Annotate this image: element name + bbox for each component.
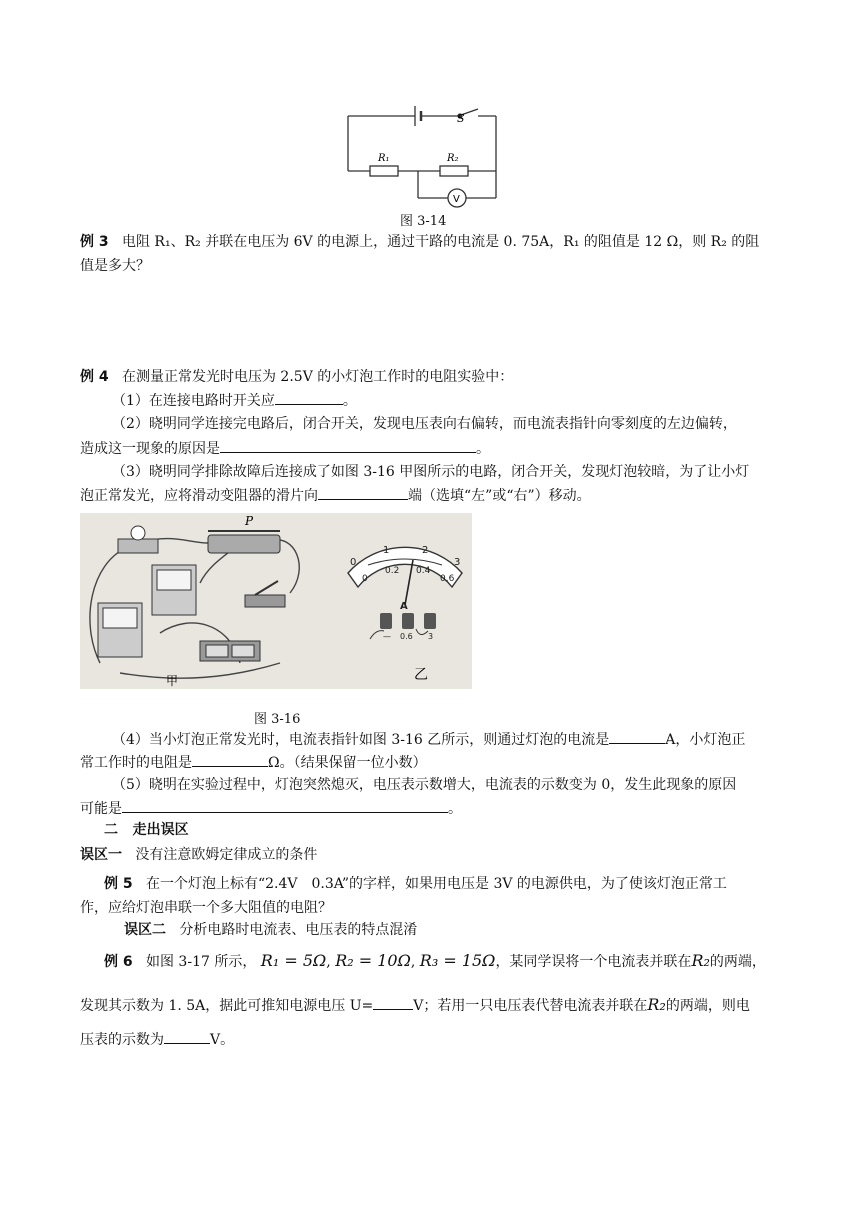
example-3-line-2: 值是多大？ <box>80 258 150 274</box>
example-4-question-5-cont: 可能是 。 <box>80 798 462 819</box>
answer-blank-2[interactable] <box>220 438 476 453</box>
figure-caption-3-14: 图 3-14 <box>400 214 447 229</box>
meter-unit: A <box>400 601 408 612</box>
outer-tick-0: 0 <box>350 557 357 568</box>
example-3-text: 电阻 R₁、R₂ 并联在电压为 6V 的电源上，通过干路的电流是 0. 75A，R₁ 的阻值是 12 Ω，则 R₂ 的阻 <box>121 234 760 250</box>
formula-r3: R₃ = 15Ω <box>419 951 496 970</box>
circuit-diagram-3-14 <box>340 100 510 212</box>
example-5-line-1: 例 5 在一个灯泡上标有“2.4V 0.3A”的字样，如果用电压是 3V 的电源供电，为了使该灯泡正常工 <box>104 876 727 892</box>
answer-blank-3[interactable] <box>318 485 408 500</box>
terminal-0-6: 0.6 <box>400 632 413 641</box>
r1-label: R₁ <box>378 153 390 164</box>
terminal-3: 3 <box>428 632 434 641</box>
example-4-question-2-cont: 造成这一现象的原因是 。 <box>80 438 490 459</box>
figure-3-16-drawing <box>80 513 472 689</box>
switch-label: S <box>457 112 465 125</box>
outer-tick-3: 3 <box>454 557 461 568</box>
label-jia: 甲 <box>166 674 179 688</box>
example-4-question-4: （4）当小灯泡正常发光时，电流表指针如图 3-16 乙所示，则通过灯泡的电流是 A，小灯泡正 <box>112 729 745 750</box>
example-4-question-5: （5）晓明在实验过程中，灯泡突然熄灭，电压表示数增大，电流表的示数变为 0，发生此现象的原因 <box>112 777 737 793</box>
example-3-line-1 <box>80 232 759 252</box>
example-4-question-2: （2）晓明同学连接完电路后，闭合开关，发现电压表向右偏转，而电流表指针向零刻度的左边偏转， <box>112 416 737 432</box>
terminal-minus: — <box>383 632 391 641</box>
misconception-1: 误区一 没有注意欧姆定律成立的条件 <box>80 847 318 863</box>
rheostat <box>208 531 280 553</box>
inner-tick-2: 0.4 <box>416 566 431 576</box>
label-yi: 乙 <box>414 667 428 683</box>
example-6-line-3: 压表的示数为 V。 <box>80 1029 234 1050</box>
example-6-line-2: 发现其示数为 1. 5A，据此可推知电源电压 U= V；若用一只电压表代替电流表并联在R₂的两端，则电 <box>80 995 750 1014</box>
example-6-line-1: 例 6 如图 3-17 所示， R₁ = 5Ω, R₂ = 10Ω, R₃ = 15Ω，某同学误将一个电流表并联在R₂的两端， <box>104 951 766 970</box>
outer-tick-2: 2 <box>422 545 429 556</box>
answer-blank-7[interactable] <box>373 995 413 1010</box>
formula-r2: R₂ = 10Ω <box>335 951 411 970</box>
example-5-line-2: 作，应给灯泡串联一个多大阻值的电阻？ <box>80 900 332 916</box>
misconception-2: 误区二 分析电路时电流表、电压表的特点混淆 <box>124 922 418 938</box>
switch <box>245 581 285 607</box>
example-4-intro: 例 4 在测量正常发光时电压为 2.5V 的小灯泡工作时的电阻实验中： <box>80 369 514 385</box>
ammeter <box>152 565 196 615</box>
inner-tick-0: 0 <box>362 574 368 584</box>
example-4-label: 例 4 <box>80 369 109 385</box>
wire-5 <box>120 663 280 678</box>
r2-label: R₂ <box>447 153 459 164</box>
answer-blank-5[interactable] <box>192 752 268 767</box>
example-4-question-3-cont: 泡正常发光，应将滑动变阻器的滑片向 端（选填“左”或“右”）移动。 <box>80 485 591 506</box>
example-3-label: 例 3 <box>80 234 109 250</box>
slider-p-label: P <box>245 514 254 528</box>
formula-r1: R₁ = 5Ω <box>260 951 327 970</box>
answer-blank-4[interactable] <box>609 729 665 744</box>
symbol-r2: R₂ <box>691 951 710 970</box>
example-4-question-1: （1）在连接电路时开关应 。 <box>112 390 357 411</box>
outer-tick-1: 1 <box>383 545 390 556</box>
answer-blank-6[interactable] <box>122 798 448 813</box>
light-bulb <box>118 526 158 553</box>
example-4-question-4-cont: 常工作时的电阻是 Ω。（结果保留一位小数） <box>80 752 427 773</box>
example-4-question-3: （3）晓明同学排除故障后连接成了如图 3-16 甲图所示的电路，闭合开关，发现灯泡较暗，为了让小灯 <box>112 464 750 480</box>
voltmeter <box>98 603 142 657</box>
figure-3-16-photo <box>80 513 472 689</box>
section-heading: 二 走出误区 <box>104 822 189 838</box>
symbol-r2-second: R₂ <box>647 995 666 1014</box>
answer-blank-8[interactable] <box>164 1029 210 1044</box>
battery-box <box>200 641 260 661</box>
inner-tick-3: 0.6 <box>440 574 455 584</box>
figure-caption-3-16: 图 3-16 <box>254 712 301 727</box>
voltmeter-label: V <box>453 194 460 205</box>
answer-blank-1[interactable] <box>275 390 343 405</box>
inner-tick-1: 0.2 <box>385 566 400 576</box>
meter-needle <box>405 560 413 605</box>
